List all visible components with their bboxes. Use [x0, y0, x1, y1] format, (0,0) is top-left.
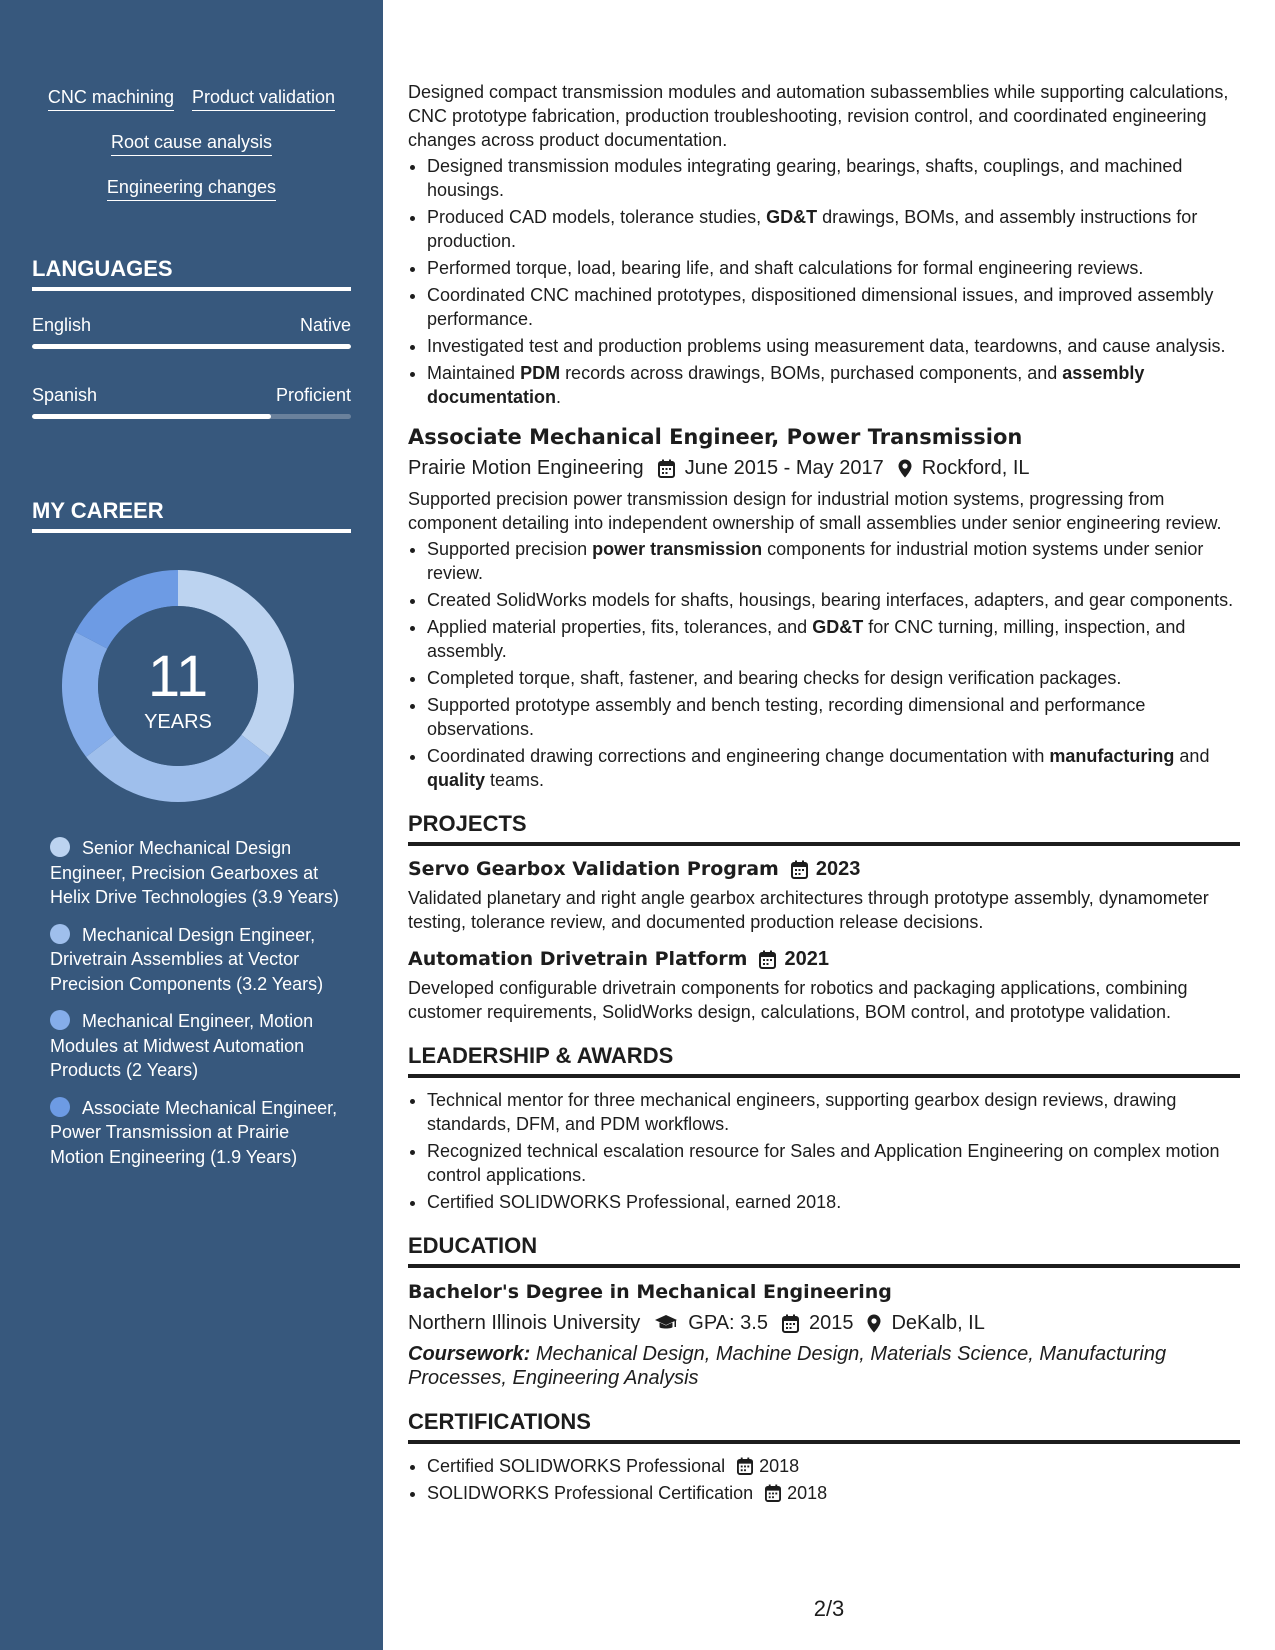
projects-heading: PROJECTS [408, 810, 1240, 846]
legend-dot-icon [50, 1097, 70, 1117]
coursework-list: Mechanical Design, Machine Design, Materials Science, Manufacturing Processes, Engineering Analysis [408, 1343, 1167, 1389]
job-bullet: • Coordinated CNC machined prototypes, dispositioned dimensional issues, and improved assembly performance. [427, 283, 1240, 331]
leadership-item: • Technical mentor for three mechanical engineers, supporting gearbox design reviews, drawing standards, DFM, and PDM workflows. [427, 1088, 1240, 1136]
job-title: Associate Mechanical Engineer, Power Transmission [408, 425, 1023, 449]
education-heading: EDUCATION [408, 1232, 1240, 1268]
leadership-heading: LEADERSHIP & AWARDS [408, 1042, 1240, 1078]
language-row [32, 384, 351, 406]
certification-item [427, 1481, 1240, 1505]
calendar-icon [765, 1484, 781, 1502]
calendar-icon [737, 1457, 753, 1475]
job-bullet: • Produced CAD models, tolerance studies, GD&T drawings, BOMs, and assembly instructions for production. [427, 205, 1240, 253]
language-bar-fill [32, 414, 271, 419]
calendar-icon [782, 1314, 799, 1333]
job-bullet: • Investigated test and production problems using measurement data, teardowns, and cause analysis. [427, 334, 1240, 358]
career-item [50, 923, 340, 997]
job-meta [408, 454, 1240, 482]
project-title: Servo Gearbox Validation Program [408, 858, 779, 880]
calendar-icon [759, 950, 776, 969]
project-title-row [408, 946, 1240, 972]
education-meta [408, 1309, 1240, 1337]
job-bullet: • Applied material properties, fits, tolerances, and GD&T for CNC turning, milling, inspection, and assembly. [427, 615, 1240, 663]
job-bullet: • Maintained PDM records across drawings, BOMs, purchased components, and assembly documentation. [427, 361, 1240, 409]
leadership-item: • Recognized technical escalation resource for Sales and Application Engineering on complex motion control applications. [427, 1139, 1240, 1187]
job-bullet: • Created SolidWorks models for shafts, housings, bearing interfaces, adapters, and gear components. [427, 588, 1240, 612]
page-number: 2/3 [813, 1596, 845, 1621]
certification-item [427, 1454, 1240, 1478]
certification-year: 2018 [759, 1456, 800, 1476]
career-heading: MY CAREER [32, 497, 351, 533]
language-bar [32, 344, 351, 349]
project-year: 2023 [815, 858, 861, 880]
job-dates: June 2015 - May 2017 [684, 457, 884, 479]
coursework-label: Coursework: [408, 1343, 531, 1365]
calendar-icon [658, 459, 675, 478]
skill-tag: Product validation [192, 86, 335, 111]
school-name: Northern Illinois University [408, 1312, 641, 1334]
job-bullets [408, 537, 1240, 792]
project-title-row [408, 856, 1240, 882]
job-bullet: • Completed torque, shaft, fastener, and bearing checks for design verification packages. [427, 666, 1240, 690]
certification-row [427, 1454, 1240, 1478]
legend-dot-icon [50, 1010, 70, 1030]
language-row [32, 314, 351, 336]
skill-tag: Root cause analysis [111, 131, 272, 156]
language-name: English [32, 315, 92, 335]
language-bar [32, 414, 351, 419]
skill-tag: CNC machining [48, 86, 174, 111]
career-item [50, 1009, 340, 1083]
career-item-label: Associate Mechanical Engineer, Power Transmission at Prairie Motion Engineering (1.9 Years) [50, 1097, 338, 1167]
job-bullets [408, 154, 1240, 409]
sidebar [0, 0, 383, 1650]
project-title: Automation Drivetrain Platform [408, 948, 748, 970]
school-location: DeKalb, IL [891, 1312, 985, 1334]
skill-row [32, 131, 351, 156]
career-item [50, 1096, 340, 1170]
job-bullet: • Coordinated drawing corrections and engineering change documentation with manufacturing and quality teams. [427, 744, 1240, 792]
project-description: Developed configurable drivetrain components for robotics and packaging applications, combining customer requirements, SolidWorks design, calculations, BOM control, and prototype validation. [408, 978, 1188, 1022]
leadership-list [408, 1088, 1240, 1214]
gpa: GPA: 3.5 [688, 1312, 768, 1334]
skill-tag: Engineering changes [107, 176, 276, 201]
job-bullet: • Performed torque, load, bearing life, and shaft calculations for formal engineering reviews. [427, 256, 1240, 280]
certification-row [427, 1481, 1240, 1505]
project-description: Validated planetary and right angle gearbox architectures through prototype assembly, dynamometer testing, tolerance review, and documented production release decisions. [408, 888, 1209, 932]
career-total-years: 11 [147, 644, 209, 709]
graduation-cap-icon [654, 1314, 678, 1332]
certification-year: 2018 [787, 1483, 828, 1503]
legend-dot-icon [50, 924, 70, 944]
certifications-list [408, 1454, 1240, 1505]
calendar-icon [791, 860, 808, 879]
certification-name: • Certified SOLIDWORKS Professional [427, 1456, 726, 1476]
certifications-heading: CERTIFICATIONS [408, 1408, 1240, 1444]
job-summary: Designed compact transmission modules and automation subassemblies while supporting calculations, CNC prototype fabrication, production troubleshooting, revision control, and coordinated engineering changes across product documentation. [408, 82, 1229, 150]
language-level: Native [299, 315, 351, 335]
career-item-label: Mechanical Design Engineer, Drivetrain Assemblies at Vector Precision Components (3.2 Years) [50, 924, 324, 994]
main-content [408, 80, 1240, 1508]
career-item [50, 836, 340, 910]
location-pin-icon [898, 459, 912, 478]
skills-list [32, 86, 351, 221]
job-bullet: • Designed transmission modules integrating gearing, bearings, shafts, couplings, and machined housings. [427, 154, 1240, 202]
degree-title: Bachelor's Degree in Mechanical Engineering [408, 1281, 892, 1303]
career-years-label: YEARS [144, 711, 212, 733]
languages-heading: LANGUAGES [32, 255, 351, 291]
job-location: Rockford, IL [921, 457, 1030, 479]
career-item-label: Senior Mechanical Design Engineer, Precision Gearboxes at Helix Drive Technologies (3.9 Years) [50, 838, 339, 907]
company-name: Prairie Motion Engineering [408, 457, 644, 479]
leadership-item: • Certified SOLIDWORKS Professional, earned 2018. [427, 1190, 1240, 1214]
career-list [50, 836, 340, 1182]
skill-row [32, 176, 351, 201]
job-summary: Supported precision power transmission design for industrial motion systems, progressing from component detailing into independent ownership of small assemblies under senior engineering review. [408, 489, 1222, 533]
career-item-label: Mechanical Engineer, Motion Modules at Midwest Automation Products (2 Years) [50, 1011, 314, 1080]
certification-name: • SOLIDWORKS Professional Certification [427, 1483, 754, 1503]
language-level: Proficient [275, 385, 351, 405]
language-bar-fill [32, 344, 351, 349]
legend-dot-icon [50, 837, 70, 857]
job-bullet: • Supported prototype assembly and bench testing, recording dimensional and performance observations. [427, 693, 1240, 741]
graduation-year: 2015 [808, 1312, 854, 1334]
language-name: Spanish [32, 385, 98, 405]
location-pin-icon [867, 1314, 881, 1333]
job-bullet: • Supported precision power transmission components for industrial motion systems under senior review. [427, 537, 1240, 585]
skill-row [32, 86, 351, 111]
project-year: 2021 [784, 948, 829, 970]
coursework [408, 1342, 1240, 1390]
